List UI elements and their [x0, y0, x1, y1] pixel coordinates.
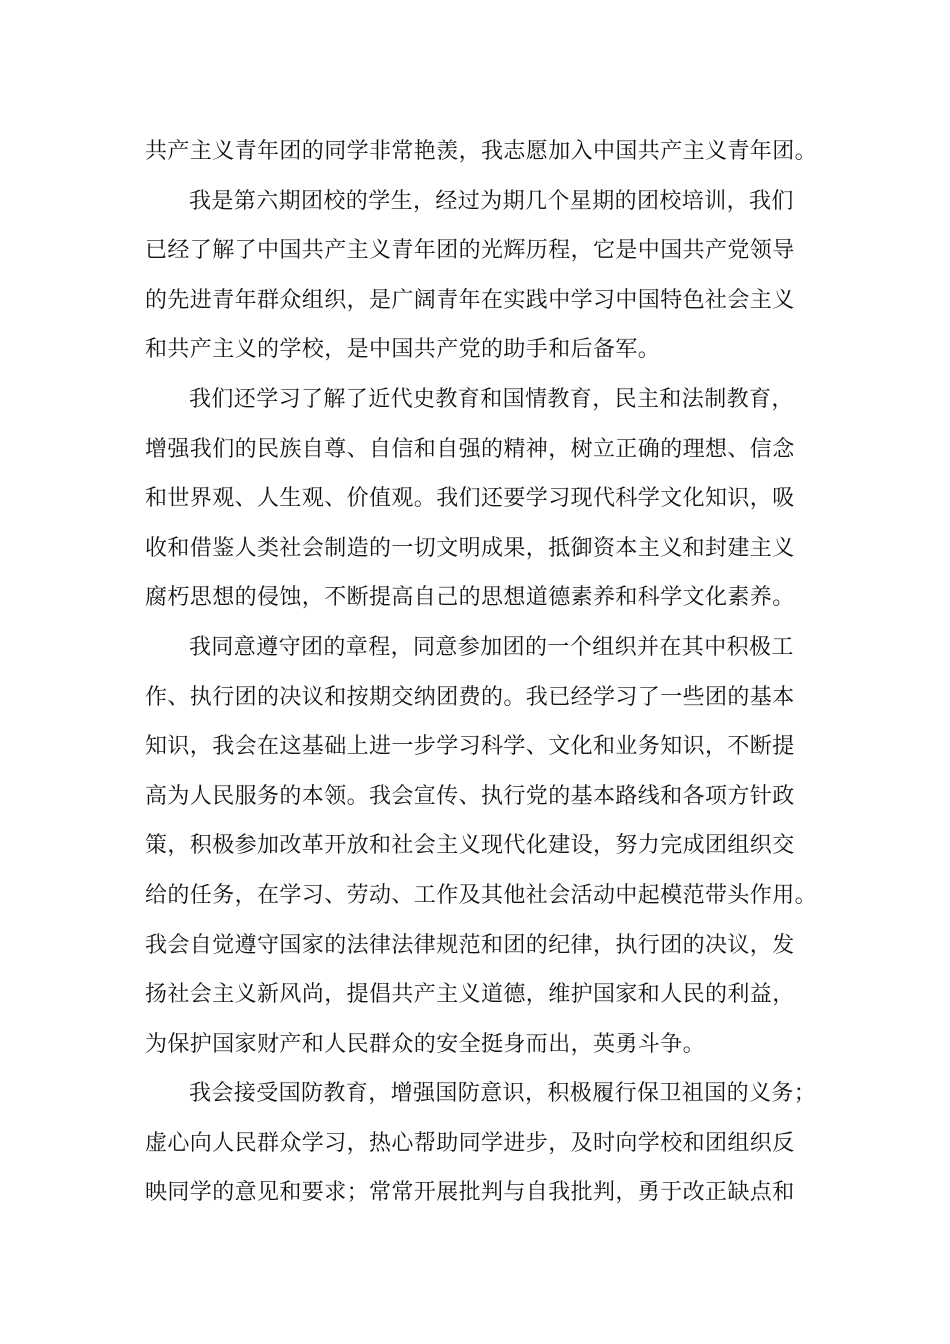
text-line: 增强我们的民族自尊、自信和自强的精神，树立正确的理想、信念: [145, 436, 795, 462]
text-line: 高为人民服务的本领。我会宣传、执行党的基本路线和各项方针政: [145, 783, 795, 809]
text-line: 我同意遵守团的章程，同意参加团的一个组织并在其中积极工: [189, 634, 794, 660]
text-line: 和共产主义的学校，是中国共产党的助手和后备军。: [145, 337, 661, 363]
text-line: 我会接受国防教育，增强国防意识，积极履行保卫祖国的义务；: [189, 1081, 817, 1107]
text-line: 映同学的意见和要求；常常开展批判与自我批判，勇于改正缺点和: [145, 1180, 795, 1206]
text-line: 我们还学习了解了近代史教育和国情教育，民主和法制教育，: [189, 386, 794, 412]
text-line: 虚心向人民群众学习，热心帮助同学进步，及时向学校和团组织反: [145, 1130, 795, 1156]
text-line: 已经了解了中国共产主义青年团的光辉历程，它是中国共产党领导: [145, 238, 795, 264]
text-line: 我是第六期团校的学生，经过为期几个星期的团校培训，我们: [189, 188, 794, 214]
text-line: 我会自觉遵守国家的法律法律规范和团的纪律，执行团的决议，发: [145, 932, 795, 958]
text-line: 为保护国家财产和人民群众的安全挺身而出，英勇斗争。: [145, 1031, 706, 1057]
text-line: 共产主义青年团的同学非常艳羡，我志愿加入中国共产主义青年团。: [145, 139, 818, 164]
document-body: [145, 127, 825, 1218]
text-line: 腐朽思想的侵蚀，不断提高自己的思想道德素养和科学文化素养。: [145, 585, 795, 611]
text-line: 扬社会主义新风尚，提倡共产主义道德，维护国家和人民的利益，: [145, 982, 795, 1008]
text-line: 作、执行团的决议和按期交纳团费的。我已经学习了一些团的基本: [145, 684, 795, 710]
text-line: 策，积极参加改革开放和社会主义现代化建设，努力完成团组织交: [145, 833, 795, 859]
text-line: 和世界观、人生观、价值观。我们还要学习现代科学文化知识，吸: [145, 486, 795, 512]
text-line: 收和借鉴人类社会制造的一切文明成果，抵御资本主义和封建主义: [145, 535, 795, 561]
text-line: 的先进青年群众组织，是广阔青年在实践中学习中国特色社会主义: [145, 287, 795, 313]
text-line: 给的任务，在学习、劳动、工作及其他社会活动中起模范带头作用。: [145, 882, 818, 908]
text-line: 知识，我会在这基础上进一步学习科学、文化和业务知识，不断提: [145, 734, 795, 760]
